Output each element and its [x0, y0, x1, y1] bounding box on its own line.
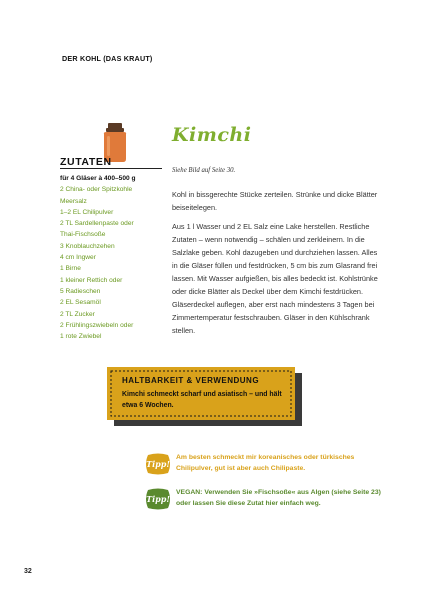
ingredient-item: Thai-Fischsoße — [60, 231, 106, 239]
ingredient-item: 2 Frühlingszwiebeln oder — [60, 321, 134, 329]
tip-badge-icon — [144, 487, 172, 511]
tip-badge-label: Tipp! — [146, 494, 170, 504]
ingredient-item: 2 China- oder Spitzkohle — [60, 186, 133, 194]
ingredient-item: 2 TL Sardellenpaste oder — [60, 220, 134, 228]
ingredient-item: 1 rote Zwiebel — [60, 333, 102, 341]
tip-text-vegan: VEGAN: Verwenden Sie »Fischsoße« aus Algen (siehe Seite 23) oder lassen Sie diese Zutat hier einfach weg. — [176, 489, 381, 507]
ingredient-item: 2 EL Sesamöl — [60, 299, 101, 307]
storage-box — [107, 367, 295, 420]
ingredient-item: 1 Birne — [60, 265, 81, 273]
ingredient-yield: für 4 Gläser à 400–500 g — [60, 175, 136, 182]
tip-badge-label: Tipp! — [146, 459, 170, 469]
ingredient-item: 3 Knoblauchzehen — [60, 242, 115, 250]
image-reference: Siehe Bild auf Seite 30. — [172, 167, 236, 174]
recipe-title: Kimchi — [172, 124, 252, 146]
ingredient-item: 2 TL Zucker — [60, 310, 95, 318]
ingredient-item: 5 Radieschen — [60, 287, 101, 295]
ingredients-list — [60, 173, 164, 342]
recipe-steps — [172, 188, 384, 343]
ingredient-item: 1–2 EL Chilipulver — [60, 208, 114, 216]
section-title: DER KOHL (DAS KRAUT) — [62, 54, 153, 63]
tip-badge-icon — [144, 452, 172, 476]
ingredient-item: 4 cm Ingwer — [60, 254, 96, 262]
ingredient-item: Meersalz — [60, 197, 87, 205]
step-paragraph: Kohl in bissgerechte Stücke zerteilen. Strünke und dicke Blätter beiseitelegen. — [172, 190, 378, 212]
step-paragraph: Aus 1 l Wasser und 2 EL Salz eine Lake herstellen. Restliche Zutaten – wenn notwendig – schälen und zerkleinern. In die Salzlake geben. Kohl dazugeben und durchziehen lassen. Alles in die Gläser füllen und festdrücken, 5 cm bis zum Glasrand frei lassen. Mit Wasser aufgießen, bis alles bedeckt ist. Kohlstrünke oder dicke Blätter als Deckel über dem Kimchi festdrücken. Gläserdeckel auflegen, aber erst nach mindestens 3 Tagen bei Zimmertemperatur festschrauben. Gläser in den Kühlschrank stellen. — [172, 222, 378, 335]
storage-text: Kimchi schmeckt scharf und asiatisch – und hält etwa 6 Wochen. — [122, 391, 282, 409]
ingredients-heading: ZUTATEN — [60, 156, 112, 168]
ingredients-divider — [60, 168, 162, 169]
page-number: 32 — [24, 568, 32, 575]
tip-text-chili: Am besten schmeckt mir koreanisches oder türkisches Chilipulver, gut ist aber auch Chilipaste. — [176, 454, 355, 472]
storage-title: HALTBARKEIT & VERWENDUNG — [122, 376, 260, 385]
ingredient-item: 1 kleiner Rettich oder — [60, 276, 123, 284]
